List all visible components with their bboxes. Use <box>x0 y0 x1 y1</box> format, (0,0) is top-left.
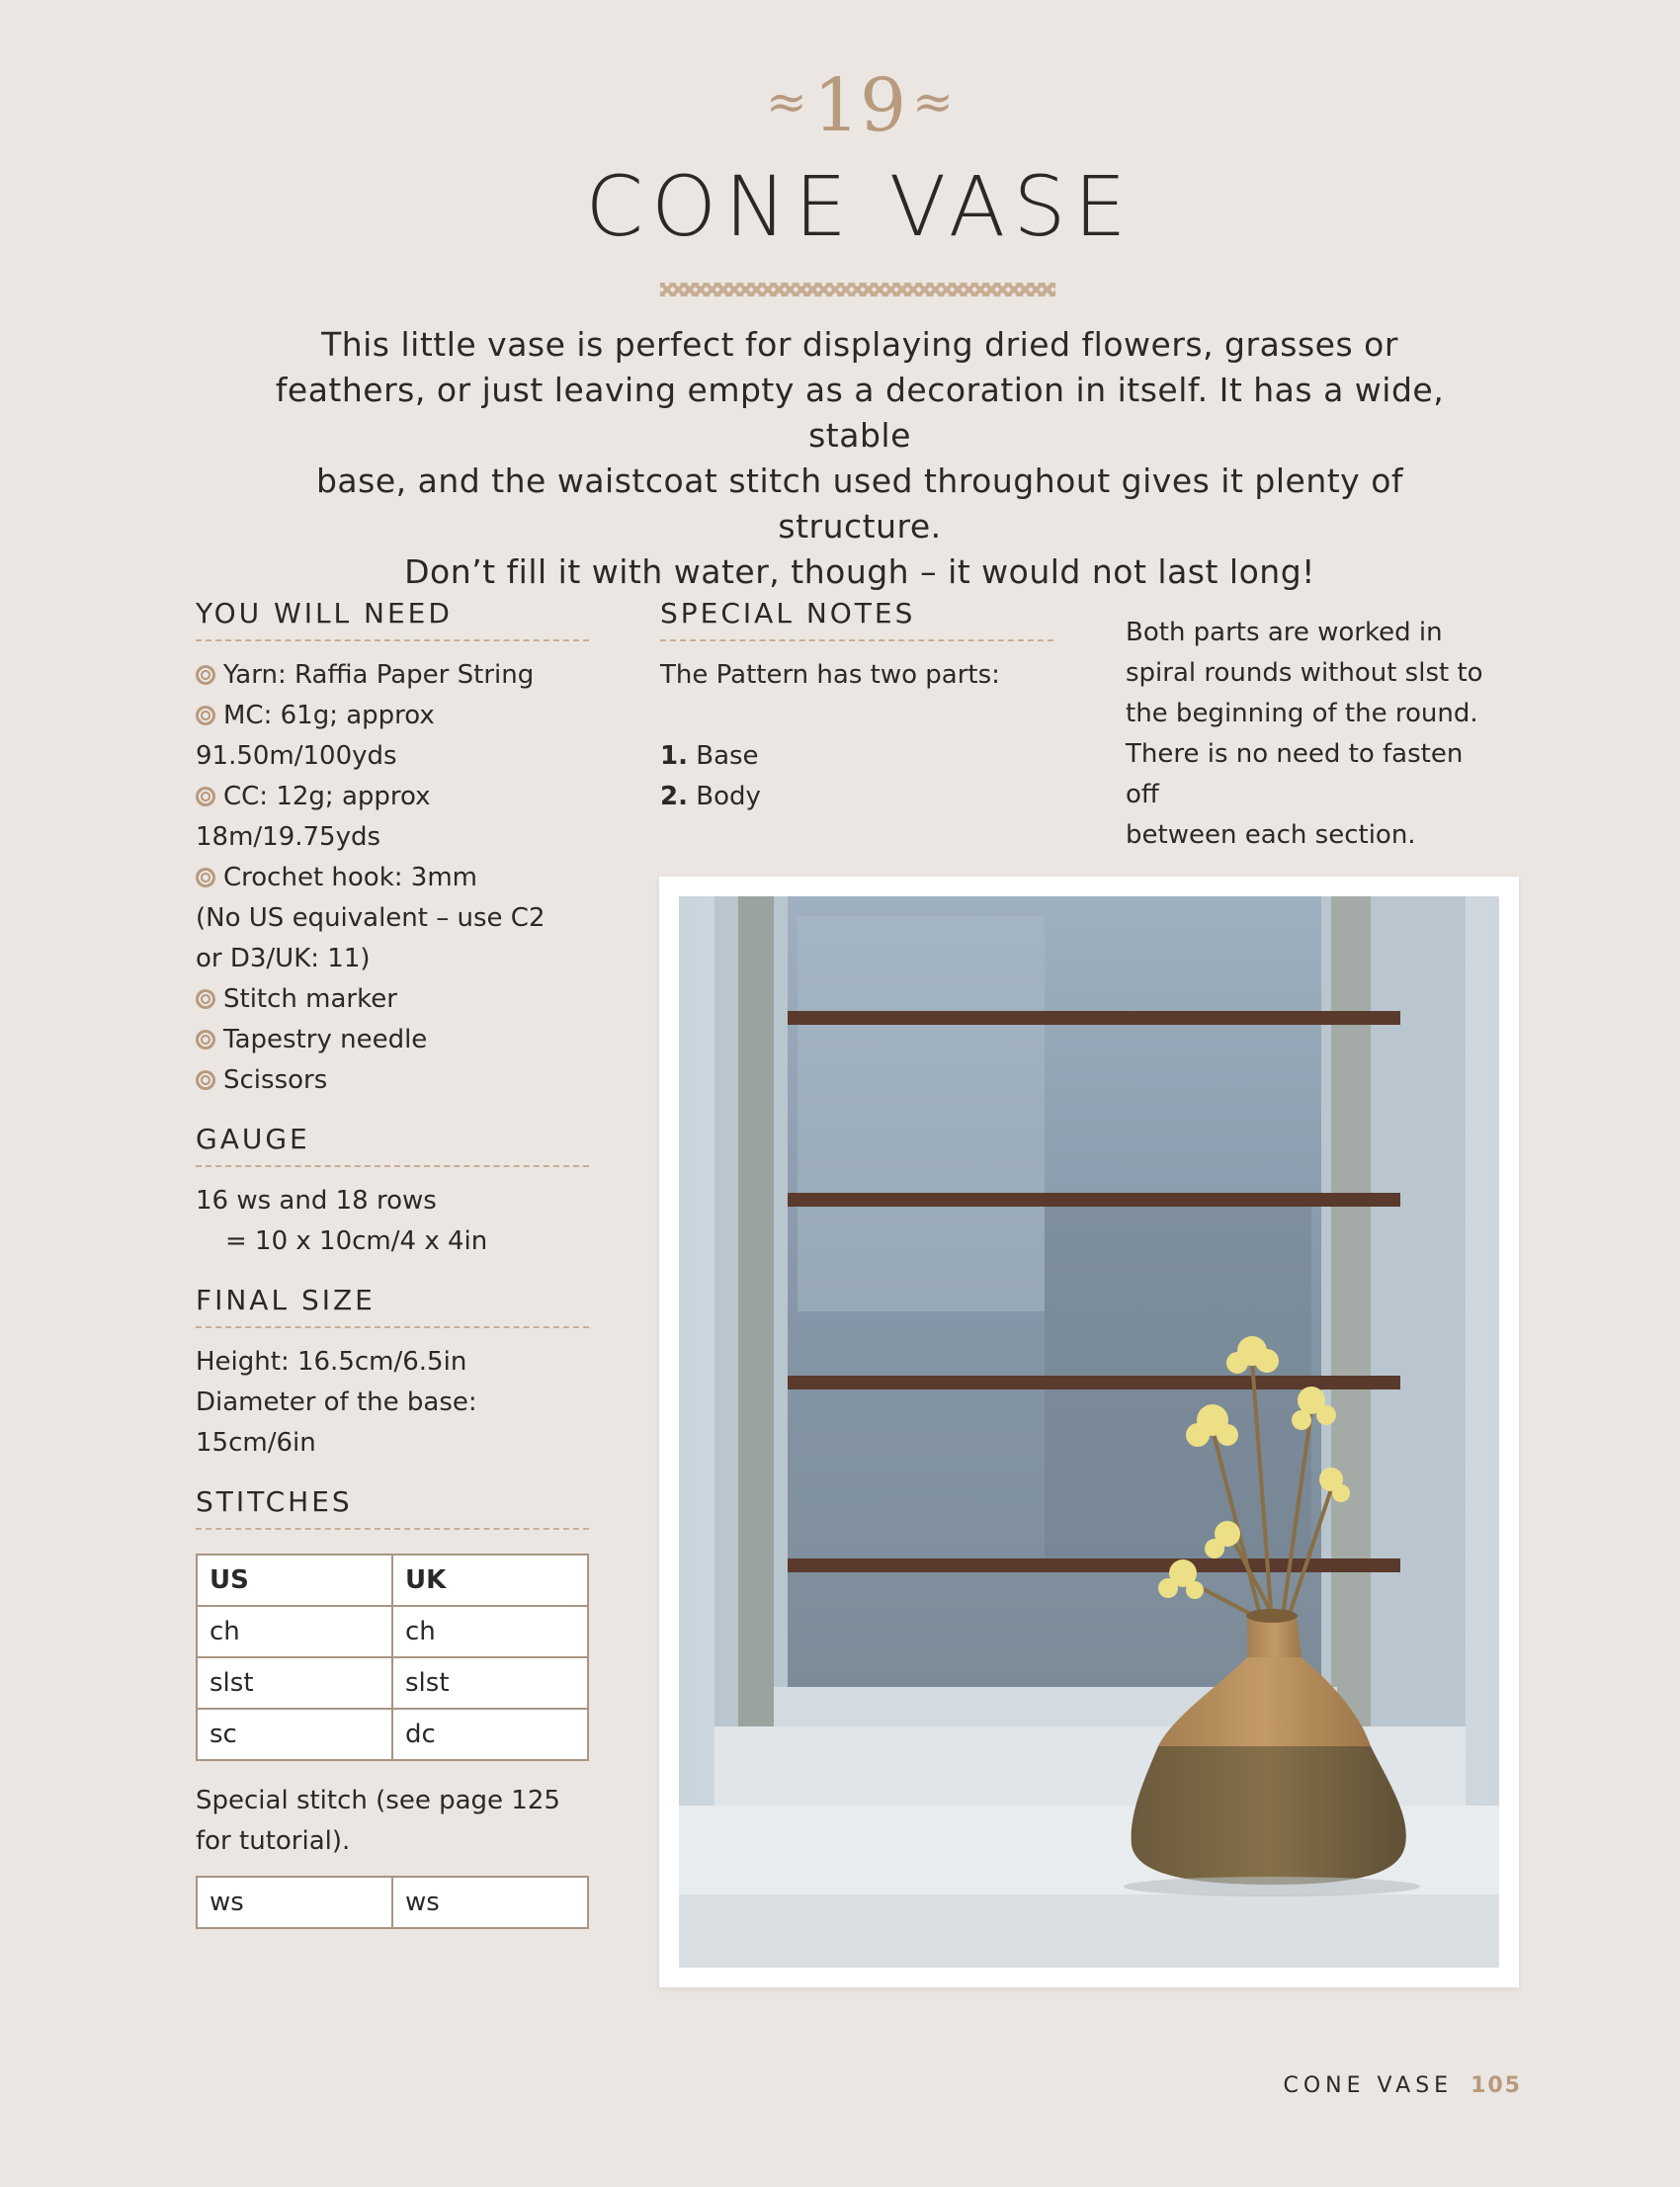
height-text: Height: 16.5cm/6.5in <box>196 1347 467 1377</box>
list-item: Tapestry needle <box>196 1020 589 1060</box>
list-item-continuation: 91.50m/100yds <box>196 741 397 771</box>
table-cell: ws <box>197 1877 392 1928</box>
final-size-section <box>196 1284 589 1464</box>
list-item: Stitch marker <box>196 979 589 1020</box>
special-notes-intro: The Pattern has two parts: <box>660 660 1000 690</box>
intro-line: Don’t fill it with water, though – it would not last long! <box>404 552 1315 591</box>
list-item: Yarn: Raffia Paper String <box>196 655 589 696</box>
wave-left-ornament: ≈ <box>766 73 807 130</box>
table-cell: slst <box>392 1657 588 1709</box>
list-item: MC: 61g; approx <box>196 696 589 736</box>
page-number: 105 <box>1470 2073 1522 2098</box>
list-item: Crochet hook: 3mm <box>196 858 589 898</box>
intro-line: This little vase is perfect for displaying dried flowers, grasses or <box>321 325 1398 364</box>
list-item: 2. Body <box>660 782 761 811</box>
list-item-continuation: 18m/19.75yds <box>196 822 381 852</box>
table-header-cell: US <box>197 1555 392 1606</box>
parts-list <box>660 736 1053 817</box>
list-item: CC: 12g; approx <box>196 777 589 817</box>
yarn-ball-bullet-icon <box>196 1070 215 1090</box>
middle-column <box>660 597 1053 817</box>
table-cell: ch <box>197 1606 392 1657</box>
materials-list <box>196 655 589 1101</box>
you-will-need-heading: YOU WILL NEED <box>196 597 589 641</box>
pattern-number <box>0 57 1680 150</box>
diameter-text: Diameter of the base: 15cm/6in <box>196 1388 477 1458</box>
table-row <box>197 1877 588 1928</box>
intro-line: base, and the waistcoat stitch used throughout gives it plenty of structure. <box>315 462 1404 546</box>
right-column-notes: Both parts are worked in spiral rounds without slst to the beginning of the round. There is no need to fasten off between each section. <box>1126 618 1483 850</box>
list-item: Scissors <box>196 1060 589 1101</box>
stitches-section <box>196 1485 589 1929</box>
stitches-heading: STITCHES <box>196 1485 589 1530</box>
intro-line: feathers, or just leaving empty as a decoration in itself. It has a wide, stable <box>275 371 1445 455</box>
table-cell: slst <box>197 1657 392 1709</box>
gauge-section <box>196 1123 589 1262</box>
pattern-number-value: 19 <box>812 63 907 148</box>
wave-right-ornament: ≈ <box>912 73 954 130</box>
intro-paragraph <box>237 322 1482 595</box>
special-notes-heading: SPECIAL NOTES <box>660 597 1053 641</box>
table-header-row <box>197 1555 588 1606</box>
table-cell: sc <box>197 1709 392 1760</box>
yarn-ball-bullet-icon <box>196 665 215 685</box>
table-cell: ws <box>392 1877 588 1928</box>
yarn-ball-bullet-icon <box>196 1030 215 1050</box>
gauge-line: = 10 x 10cm/4 x 4in <box>225 1226 488 1256</box>
table-row <box>197 1709 588 1760</box>
table-row <box>197 1657 588 1709</box>
special-stitch-note: Special stitch (see page 125 for tutorial). <box>196 1786 560 1856</box>
list-item-continuation: or D3/UK: 11) <box>196 944 371 973</box>
table-row <box>197 1606 588 1657</box>
final-size-heading: FINAL SIZE <box>196 1284 589 1328</box>
list-item-continuation: (No US equivalent – use C2 <box>196 903 546 933</box>
decorative-braid-rule <box>660 283 1055 296</box>
stitch-table <box>196 1554 589 1761</box>
window-and-vase-illustration <box>679 896 1499 1968</box>
special-stitch-table <box>196 1876 589 1929</box>
page-title: CONE VASE <box>585 158 1134 255</box>
yarn-ball-bullet-icon <box>196 989 215 1009</box>
yarn-ball-bullet-icon <box>196 706 215 725</box>
table-header-cell: UK <box>392 1555 588 1606</box>
list-item: 1. Base <box>660 741 759 771</box>
left-column <box>196 597 589 1929</box>
table-cell: ch <box>392 1606 588 1657</box>
gauge-line: 16 ws and 18 rows <box>196 1186 437 1216</box>
yarn-ball-bullet-icon <box>196 787 215 806</box>
table-cell: dc <box>392 1709 588 1760</box>
page-footer <box>1186 2073 1522 2098</box>
running-title: CONE VASE <box>1283 2073 1454 2098</box>
photo-frame <box>659 877 1519 1987</box>
cone-vase-photo <box>679 896 1499 1968</box>
gauge-heading: GAUGE <box>196 1123 589 1167</box>
yarn-ball-bullet-icon <box>196 868 215 887</box>
